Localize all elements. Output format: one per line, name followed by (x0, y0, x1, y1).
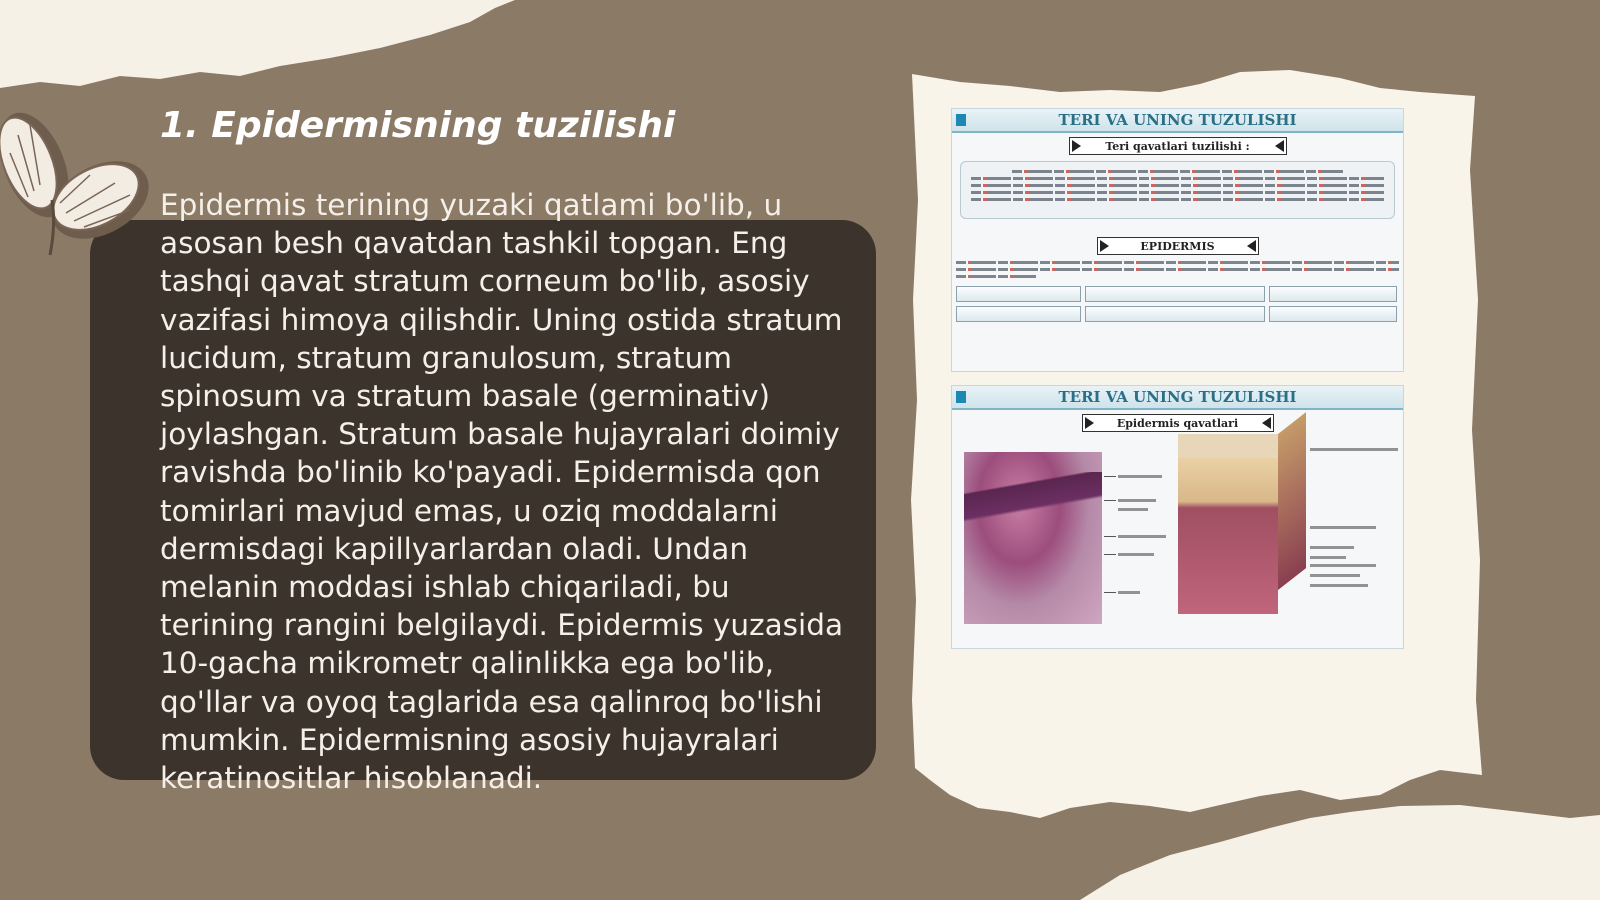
arrow-right-icon (1085, 417, 1094, 429)
panel-1-header (952, 109, 1403, 133)
arrow-left-icon (1262, 417, 1271, 429)
image-panel-skin-layers (951, 108, 1404, 372)
panel-1-subtitle: Teri qavatlari tuzilishi : (1105, 139, 1250, 153)
panel-1-section: EPIDERMIS (1140, 239, 1215, 253)
panel-1-header-text: TERI VA UNING TUZULISHI (1058, 111, 1297, 129)
butterfly-icon (0, 105, 160, 275)
slide-title: 1. Epidermisning tuzilishi (160, 105, 676, 146)
panel-1-layer-table (956, 286, 1399, 322)
arrow-left-icon (1247, 240, 1256, 252)
torn-paper-top-left (0, 0, 515, 88)
panel-1-paragraph (956, 261, 1399, 278)
flag-icon (956, 391, 966, 403)
image-panel-epidermis-layers (951, 385, 1404, 649)
arrow-right-icon (1072, 140, 1081, 152)
torn-paper-bottom-right (1080, 805, 1600, 900)
skin-block-illustration (1178, 434, 1306, 614)
arrow-left-icon (1275, 140, 1284, 152)
histology-micrograph (964, 452, 1102, 624)
panel-2-header (952, 386, 1403, 410)
arrow-right-icon (1100, 240, 1109, 252)
panel-2-subtitle: Epidermis qavatlari (1116, 416, 1239, 430)
panel-2-subtitle-bar (1082, 414, 1274, 432)
panel-2-header-text: TERI VA UNING TUZULISHI (1058, 388, 1297, 406)
panel-1-description-box (960, 161, 1395, 219)
panel-1-subtitle-bar (1069, 137, 1287, 155)
panel-1-section-bar (1097, 237, 1259, 255)
flag-icon (956, 114, 966, 126)
slide-body-text: Epidermis terining yuzaki qatlami bo'lib, u asosan besh qavatdan tashkil topgan. Eng tashqi qavat stratum corneum bo'lib, asosiy vazifasi himoya qilishdir. Uning ostida stratum lucidum, stratum granulosum, stratum spinosum va stratum basale (germinativ) joylashgan. Stratum basale hujayralari doimiy ravishda bo'linib ko'payadi. Epidermisda qon tomirlari mavjud emas, u oziq moddalarni dermisdagi kapillyarlardan oladi. Undan melanin moddasi ishlab chiqariladi, bu terining rangini belgilaydi. Epidermis yuzasida 10-gacha mikrometr qalinlikka ega bo'lib, qo'llar va oyoq taglarida esa qalinroq bo'lishi mumkin. Epidermisning asosiy hujayralari keratinositlar hisoblanadi. (160, 188, 844, 796)
